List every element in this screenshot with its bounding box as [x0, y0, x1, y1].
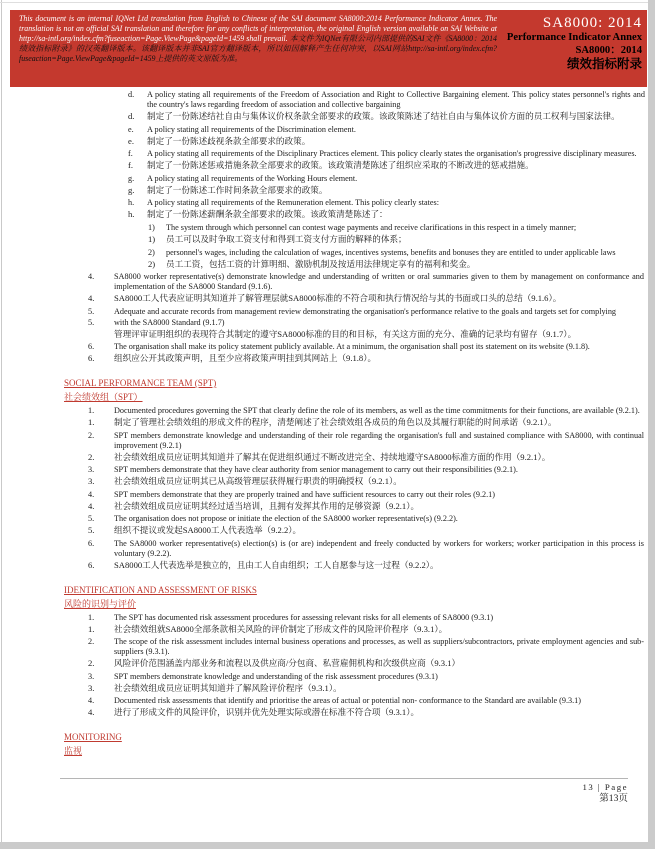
item-text-zh: 制定了一份陈述工作时间条款全部要求的政策。 — [147, 184, 328, 195]
item-marker — [88, 329, 114, 340]
item-text-en: The SA8000 worker representative(s) election(s) is (or are) independent and freely conducted by workers for workers; worker participation in this process is voluntary (9.2.2). — [114, 538, 644, 558]
section-heading-en: MONITORING — [64, 731, 122, 742]
item-marker: 6. — [88, 353, 95, 364]
item-text-zh: 社会绩效组成员应证明其知道并了解其在促进组织通过不断改进完全、持续地遵守SA8000标准方面的作用（9.2.1）。 — [114, 451, 551, 462]
page-edge-top — [0, 2, 648, 3]
list-row — [0, 174, 648, 184]
item-marker: 2. — [88, 658, 95, 669]
item-marker: 1. — [88, 416, 95, 427]
list-row — [0, 637, 648, 657]
item-marker: 6. — [88, 559, 95, 570]
list-row — [0, 539, 648, 559]
list-row — [0, 696, 648, 706]
item-marker: f. — [128, 149, 133, 159]
item-text-zh: 制定了一份陈述结社自由与集体议价权条款全部要求的政策。该政策陈述了结社自由与集体议价方面的员工权利与国家法律。 — [147, 111, 620, 121]
list-row — [0, 672, 648, 682]
item-marker: 2) — [148, 258, 156, 269]
list-row — [0, 272, 648, 292]
item-text-en: SA8000 worker representative(s) demonstrate knowledge and understanding of written or oral summaries given to them by management on conformance and implementation of the SA8000 Standard (9.1.6). — [114, 272, 644, 292]
item-text-zh: 制定了一份陈述薪酬条款全部要求的政策。该政策清楚陈述了： — [147, 209, 388, 220]
item-text-zh: SA8000工人代表选举是独立的，且由工人自由组织；工人自愿参与这一过程（9.2.2）。 — [114, 559, 439, 570]
translation-notice — [19, 14, 497, 87]
section-heading-zh: 风险的识别与评价 — [64, 598, 137, 609]
item-marker: 1. — [88, 623, 95, 634]
item-text-en: Adequate and accurate records from management review demonstrating the organisation's performance relative to the goals and targets set for complying — [114, 306, 617, 316]
section-heading-zh: 监视 — [64, 745, 83, 756]
list-row — [0, 624, 648, 635]
item-marker: 2. — [88, 637, 95, 647]
item-marker: f. — [128, 160, 134, 171]
item-marker: 3. — [88, 671, 95, 681]
item-text-en: A policy stating all requirements of the Freedom of Association and Right to Collective Bargaining element. This policy states personnel's rights and the country's laws regarding freedom of association and collective bargaining — [147, 90, 645, 109]
page-edge-right — [648, 0, 655, 849]
item-text-zh: 员工可以及时争取工资支付和得到工资支付方面的解释的体系； — [166, 233, 407, 244]
item-marker: 5. — [88, 525, 95, 536]
list-row — [0, 329, 648, 340]
list-row — [0, 514, 648, 524]
section-heading-en: SOCIAL PERFORMANCE TEAM (SPT) — [64, 377, 217, 388]
list-row — [0, 613, 648, 623]
list-row — [0, 223, 648, 233]
item-marker: 4. — [88, 293, 95, 304]
list-row — [0, 476, 648, 487]
item-text-zh: 管理评审证明组织的表现符合其制定的遵守SA8000标准的目的和目标，有关这方面的充分、准确的记录均有留存（9.1.7）。 — [114, 328, 577, 339]
list-row — [0, 234, 648, 245]
list-row — [0, 198, 648, 208]
page-number-en: 13 | Page — [582, 782, 628, 792]
item-marker: g. — [128, 173, 135, 183]
list-row — [0, 431, 648, 451]
item-marker: 6. — [88, 538, 95, 548]
item-marker: e. — [128, 124, 134, 134]
item-marker: 4. — [88, 500, 95, 511]
item-text-en: Documented procedures governing the SPT that clearly define the role of its members, as well as the time commitments for their functions, are available (9.2.1). — [114, 405, 640, 415]
list-row — [0, 406, 648, 416]
page-edge-left — [1, 0, 2, 849]
item-text-en: A policy stating all requirements of the Working Hours element. — [147, 173, 358, 183]
item-marker: 5. — [88, 317, 95, 327]
list-row — [0, 465, 648, 475]
item-marker: 2) — [148, 247, 155, 257]
item-text-en: A policy stating all requirements of the Remuneration element. This policy clearly states: — [147, 198, 440, 208]
item-text-zh: 社会绩效组成员应证明其经过适当培训，且拥有发挥其作用的足够资源（9.2.1）。 — [114, 500, 420, 511]
item-text-zh: 员工工资，包括工资的计算明细、激励机制及按适用法律规定享有的福利和奖金。 — [166, 258, 476, 269]
item-marker: 1) — [148, 222, 155, 232]
item-marker: 3. — [88, 682, 95, 693]
list-row — [0, 353, 648, 364]
list-row — [0, 185, 648, 196]
item-text-zh: 制定了一份陈述惩戒措施条款全部要求的政策。该政策清楚陈述了组织应采取的不断改进的惩戒措施。 — [147, 160, 534, 171]
item-text-zh: 组织不提议或发起SA8000工人代表选举（9.2.2）。 — [114, 525, 302, 536]
document-body — [0, 90, 648, 760]
list-row — [0, 259, 648, 270]
item-text-en: A policy stating all requirements of the Disciplinary Practices element. This policy clearly states the organisation's progressive disciplinary measures. — [147, 149, 637, 159]
item-marker: 4. — [88, 707, 95, 718]
document-title-block — [497, 14, 642, 87]
item-text-en: SPT members demonstrate that they are properly trained and have sufficient resources to carry out their roles (9.2.1) — [114, 489, 495, 499]
list-row — [0, 318, 648, 328]
list-row — [0, 560, 648, 571]
list-row — [0, 149, 648, 159]
title-sa8000-zh: SA8000：2014 — [575, 45, 642, 56]
page-number — [582, 782, 628, 805]
item-marker: 4. — [88, 696, 95, 706]
item-text-en: SPT members demonstrate knowledge and understanding of the risk assessment procedures (9.3.1) — [114, 671, 438, 681]
item-text-zh: 制定了一份陈述歧视条款全部要求的政策。 — [147, 135, 311, 146]
footer-divider — [60, 778, 628, 779]
item-text-en: SPT members demonstrate knowledge and understanding of their role regarding the organisation's full and sustained compliance with SA8000, with continual improvement (9.2.1) — [114, 430, 644, 450]
item-marker: 4. — [88, 272, 95, 282]
list-row — [0, 658, 648, 669]
item-text-zh: 组织应公开其政策声明，且至少应将政策声明挂到其网站上（9.1.8）。 — [114, 353, 377, 364]
title-sa8000-en: SA8000: 2014 — [542, 15, 642, 31]
item-text-en: The organisation does not propose or initiate the election of the SA8000 worker representative(s) (9.2.2). — [114, 514, 458, 524]
title-annex-en: Performance Indicator Annex — [506, 32, 642, 43]
item-text-zh: 社会绩效组成员应证明其知道并了解风险评价程序（9.3.1）。 — [114, 682, 342, 693]
page-edge-bottom — [0, 842, 655, 849]
list-row — [0, 452, 648, 463]
list-row — [0, 160, 648, 171]
header-banner — [10, 10, 647, 87]
list-row — [0, 90, 648, 110]
section-heading-zh: 社会绩效组（SPT） — [64, 391, 143, 402]
item-text-en: SPT members demonstrate that they have clear authority from senior management to carry out their responsibilities (9.2.1). — [114, 465, 518, 475]
item-marker: 4. — [88, 489, 95, 499]
item-marker: 1. — [88, 612, 95, 622]
translation-notice-en: This document is an internal IQNet Ltd translation from English to Chinese of the SAI document SA8000:2014 Performance Indicator Annex. The translation is not an official SAI translation and therefore for any conflicts of interpretation, the original English version available on SAI Website at http://sa-intl.org/index.cfm?fuseaction=Page.ViewPage&pageId=1459 shall prevail. — [19, 14, 497, 43]
list-row — [0, 342, 648, 352]
item-marker: 1) — [148, 233, 156, 244]
item-marker: d. — [128, 90, 135, 99]
item-marker: 5. — [88, 514, 95, 524]
item-text-en: The organisation shall make its policy statement publicly available. At a minimum, the organisation shall post its statement on its website (9.1.8). — [114, 342, 590, 352]
item-text-en: A policy stating all requirements of the Discrimination element. — [147, 124, 356, 134]
title-annex-zh: 绩效指标附录 — [566, 57, 642, 71]
item-marker: 5. — [88, 306, 95, 316]
item-text-zh: 社会绩效组成员应证明其已从高级管理层获得履行职责的明确授权（9.2.1）。 — [114, 476, 402, 487]
item-marker: 3. — [88, 476, 95, 487]
list-row — [0, 417, 648, 428]
list-row — [0, 209, 648, 220]
item-text-en: The system through which personnel can contest wage payments and receive clarifications in this respect in a timely manner; — [166, 222, 577, 232]
item-text-en: Documented risk assessments that identify and prioritise the areas of actual or potential non- conformance to the Standard are available (9.3.1) — [114, 696, 581, 706]
item-marker: 2. — [88, 451, 95, 462]
list-row — [0, 683, 648, 694]
item-marker: e. — [128, 135, 134, 146]
list-row — [0, 125, 648, 135]
list-row — [0, 307, 648, 317]
list-row — [0, 111, 648, 122]
item-marker: d. — [128, 111, 135, 121]
section-heading-en: IDENTIFICATION AND ASSESSMENT OF RISKS — [64, 584, 257, 595]
list-row — [0, 501, 648, 512]
page-number-zh: 第13页 — [599, 793, 628, 804]
item-text-zh: 进行了形成文件的风险评价，识别并优先处理实际或潜在标准不符合项（9.3.1）。 — [114, 707, 420, 718]
item-text-en: The scope of the risk assessment includes internal business operations and processes, as well as suppliers/subcontractors, private employment agencies and sub- suppliers (9.3.1). — [114, 637, 644, 657]
list-row — [0, 525, 648, 536]
item-text-zh: 风险评价范围涵盖内部业务和流程以及供应商/分包商、私营雇佣机构和次级供应商（9.3.1） — [114, 658, 461, 669]
item-text-zh: SA8000工人代表应证明其知道并了解管理层就SA8000标准的不符合项和执行情况给与其的书面或口头的总结（9.1.6）。 — [114, 293, 562, 304]
translation-notice-zh: 本文件为IQNet有限公司内部提供的SAI文件《SA8000：2014绩效指标附录》的汉英翻译版本。该翻译版本并非SAI官方翻译版本，所以如因解释产生任何冲突，以SAI网站http://sa-intl.org/index.cfm?fuseaction=Page.ViewPage&pageId=1459上提供的英文原版为准。 — [19, 33, 497, 63]
item-text-en: The SPT has documented risk assessment procedures for assessing relevant risks for all elements of SA8000 (9.3.1) — [114, 612, 494, 622]
item-text-en: with the SA8000 Standard (9.1.7) — [114, 317, 225, 327]
list-row — [0, 490, 648, 500]
item-marker: g. — [128, 184, 135, 195]
item-text-zh: 社会绩效组就SA8000全部条款相关风险的评价制定了形成文件的风险评价程序（9.3.1）。 — [114, 623, 448, 634]
list-row — [0, 136, 648, 147]
item-marker: 1. — [88, 405, 95, 415]
item-text-zh: 制定了管理社会绩效组的形成文件的程序，清楚阐述了社会绩效组各成员的角色以及其履行职能的时间承诺（9.2.1）。 — [114, 416, 557, 427]
list-row — [0, 707, 648, 718]
item-marker: 2. — [88, 430, 95, 440]
item-marker: 3. — [88, 465, 95, 475]
item-marker: 6. — [88, 342, 95, 352]
item-text-en: personnel's wages, including the calculation of wages, incentives systems, benefits and bonuses they are entitled to under applicable laws — [166, 247, 616, 257]
item-marker: h. — [128, 198, 135, 208]
item-marker: h. — [128, 209, 135, 220]
list-row — [0, 293, 648, 304]
list-row — [0, 248, 648, 258]
